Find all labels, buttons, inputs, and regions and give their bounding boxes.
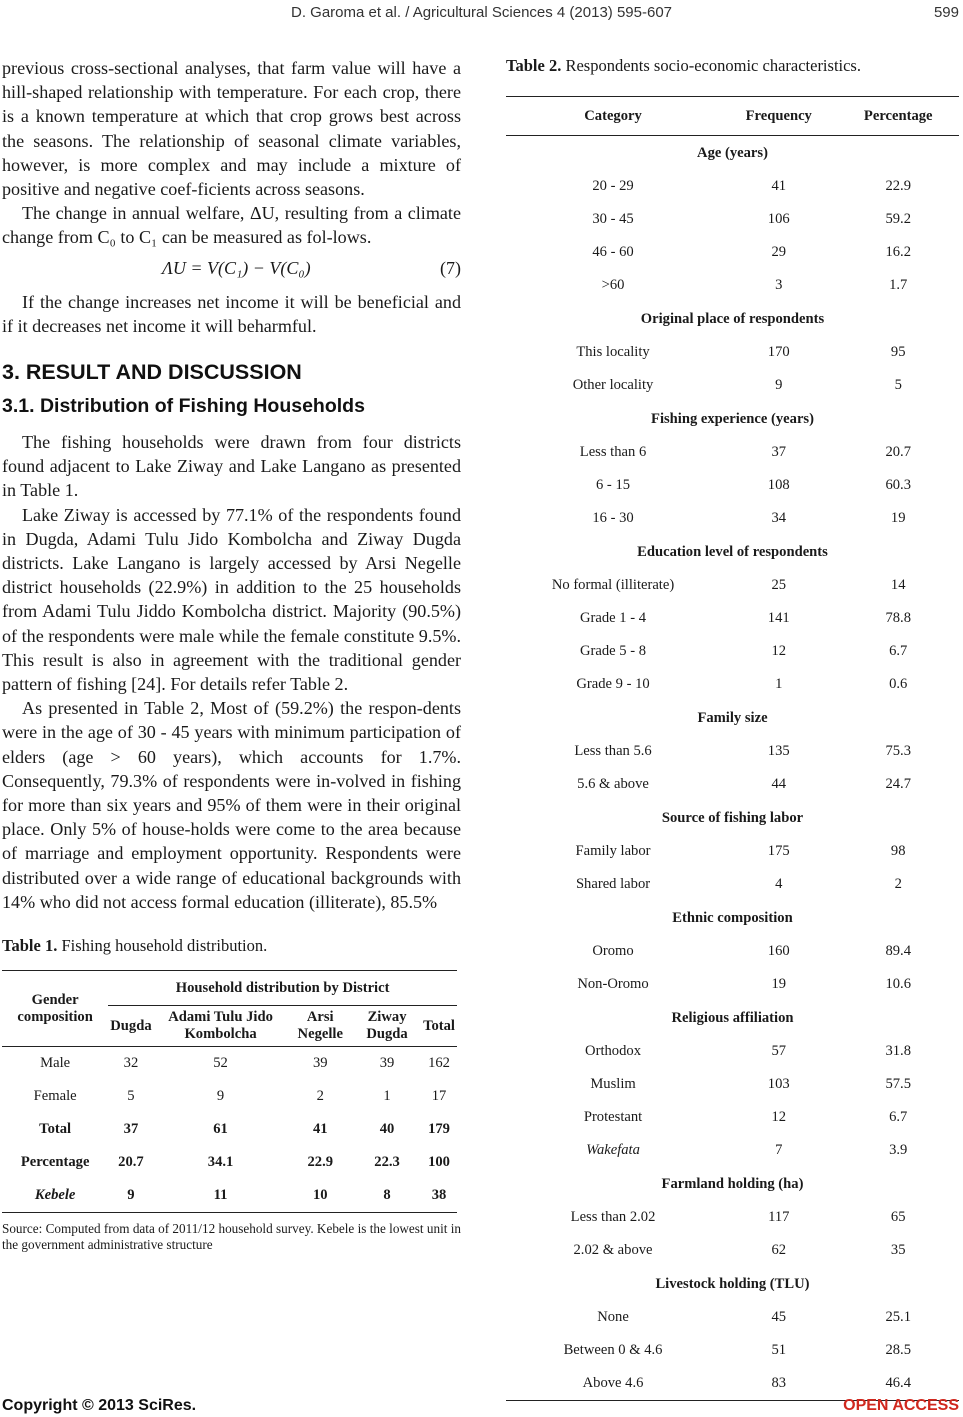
- table2-group-row: [506, 1167, 959, 1201]
- table1-cell: 1: [383, 1088, 391, 1105]
- table1-column-header: Dugda: [110, 1017, 152, 1034]
- table2-group-title: Original place of respondents: [640, 310, 825, 327]
- table2-group-row: [506, 701, 959, 735]
- table-row: [506, 236, 959, 269]
- table-row: [2, 1179, 457, 1213]
- table1-cell: 34.1: [207, 1154, 234, 1171]
- table2-cell: 20 - 29: [592, 178, 634, 194]
- table2-cell: 16.2: [885, 244, 911, 260]
- table2-cell: 30 - 45: [592, 211, 634, 227]
- table2-cell: 3.9: [889, 1142, 908, 1158]
- copyright-notice: Copyright © 2013 SciRes.: [2, 1397, 197, 1414]
- table2-column-header: Frequency: [745, 107, 812, 124]
- table1-row-label: Kebele: [34, 1187, 76, 1204]
- table2-cell: 60.3: [885, 477, 911, 493]
- table2: [506, 96, 959, 1401]
- table2-cell: 46.4: [885, 1375, 911, 1391]
- table2-cell: Protestant: [583, 1109, 643, 1125]
- table2-cell: 44: [771, 776, 787, 792]
- running-head: D. Garoma et al. / Agricultural Sciences 4 (2013) 595-607: [290, 4, 673, 21]
- table2-cell: 75.3: [885, 743, 911, 759]
- table2-caption-label: Table 2.: [506, 56, 562, 75]
- table2-cell: 20.7: [885, 444, 911, 460]
- table2-cell: Less than 2.02: [570, 1209, 656, 1225]
- table2-cell: Grade 5 - 8: [579, 643, 647, 659]
- table-row: [506, 269, 959, 302]
- table2-cell: 6 - 15: [595, 477, 631, 493]
- table1-group-header: Household distribution by District: [108, 971, 457, 1006]
- table1-cell: 32: [123, 1055, 139, 1072]
- paragraph: As presented in Table 2, Most of (59.2%) the respon-dents were in the age of 30 - 45 years with minimum participation of elders (age > 60 years), which accounts for 1.7%. Consequently, 79.3% of respondents were in-volved in fishing for more than six years and 95% of them were in their original place. Only 5% of house-holds were come to the area because of marriage and employment opportunity. Respondents were distributed over a wide range of educational backgrounds with 14% who did not access formal education (illiterate), 85.5%: [2, 698, 461, 912]
- table2-cell: 6.7: [889, 643, 908, 659]
- table-row: [506, 203, 959, 236]
- table-row: [506, 1068, 959, 1101]
- table2-cell: 25: [771, 577, 787, 593]
- table2-cell: 5: [894, 377, 902, 393]
- table2-cell: 19: [890, 510, 906, 526]
- table2-group-row: [506, 136, 959, 171]
- table2-cell: 1: [775, 676, 783, 692]
- table-row: [506, 768, 959, 801]
- table2-cell: 41: [771, 178, 787, 194]
- table2-cell: 9: [775, 377, 783, 393]
- table-row: [506, 868, 959, 901]
- table-row: [506, 635, 959, 668]
- left-column: [2, 56, 461, 1253]
- table1-cell: 22.9: [307, 1154, 334, 1171]
- table1-cell: 17: [431, 1088, 447, 1105]
- table1-cell: 9: [127, 1187, 135, 1204]
- table1-caption-text: Fishing household distribution.: [57, 936, 268, 956]
- table1-cell: 9: [216, 1088, 225, 1105]
- table2-cell: 5.6 & above: [577, 776, 649, 792]
- table2-cell: 45: [771, 1309, 787, 1325]
- table2-cell: 4: [775, 876, 783, 892]
- table2-cell: 16 - 30: [592, 510, 634, 526]
- paragraph: If the change increases net income it will be beneficial and if it decreases net income it will beharmful.: [2, 291, 461, 336]
- table2-caption: [506, 56, 961, 76]
- table1-column-header: Adami Tulu Jido Kombolcha: [168, 1009, 273, 1043]
- table1-cell: 10: [312, 1187, 328, 1204]
- table2-cell: 51: [771, 1342, 787, 1358]
- table2-cell: 1.7: [889, 277, 908, 293]
- table1-column-header: Total: [423, 1017, 455, 1034]
- table-row: [506, 469, 959, 502]
- table1: [2, 970, 457, 1213]
- table1-body: [2, 1047, 457, 1213]
- table2-cell: 22.9: [885, 178, 911, 194]
- table2-cell: 65: [890, 1209, 906, 1225]
- table1-cell: 179: [428, 1121, 450, 1138]
- table1-cell: 100: [428, 1154, 450, 1171]
- table2-cell: >60: [601, 277, 625, 293]
- table1-column-header: Arsi Negelle: [297, 1009, 343, 1043]
- table2-group-row: [506, 1001, 959, 1035]
- page-header: [0, 2, 963, 26]
- paragraph: previous cross-sectional analyses, that farm value will have a hill-shaped relationship with temperature. For each crop, there is a known temperature at which that crop grows best across the seasons. The relationship of seasonal climate variables, however, is more complex and may include a mixture of positive and negative coef-ficients across seasons.: [2, 58, 461, 200]
- table2-cell: 106: [767, 211, 790, 227]
- table2-cell: 10.6: [885, 976, 911, 992]
- table2-group-row: [506, 901, 959, 935]
- table1-row-label: Male: [40, 1055, 71, 1072]
- table-row: [506, 502, 959, 535]
- table2-cell: 29: [771, 244, 787, 260]
- table2-cell: 12: [771, 643, 787, 659]
- table2-cell: 3: [775, 277, 783, 293]
- table2-group-title: Education level of respondents: [637, 543, 828, 560]
- table2-cell: 175: [767, 843, 790, 859]
- table-row: [506, 1134, 959, 1167]
- table2-cell: 83: [771, 1375, 787, 1391]
- table1-cell: 20.7: [118, 1154, 144, 1171]
- table-row: [506, 1201, 959, 1234]
- table-row: [506, 1101, 959, 1134]
- table2-group-row: [506, 302, 959, 336]
- table1-cell: 2: [316, 1088, 324, 1105]
- table2-cell: 0.6: [889, 676, 908, 692]
- table2-column-header: Category: [584, 107, 642, 124]
- table1-cell: 41: [312, 1121, 328, 1138]
- section-heading: 3. RESULT AND DISCUSSION: [2, 360, 302, 385]
- table-row: [506, 968, 959, 1001]
- table2-cell: Above 4.6: [582, 1375, 644, 1391]
- table-row: [506, 569, 959, 602]
- table-row: [506, 835, 959, 868]
- paragraph: The change in annual welfare, ΔU, resulting from a climate change from C₀ to C₁ can be measured as fol-lows.: [2, 203, 461, 248]
- equation: ΛU = V(C₁) − V(C₀): [162, 257, 311, 278]
- table2-caption-text: Respondents socio-economic characteristics.: [561, 56, 861, 75]
- table1-cell: 162: [428, 1055, 450, 1072]
- table2-cell: 57.5: [885, 1076, 911, 1092]
- table2-cell: 59.2: [885, 211, 911, 227]
- subsection-heading: 3.1. Distribution of Fishing Households: [2, 395, 365, 418]
- table2-cell: 7: [775, 1142, 783, 1158]
- table2-cell: 135: [767, 743, 790, 759]
- table2-cell: 14: [890, 577, 906, 593]
- table2-group-title: Fishing experience (years): [651, 410, 814, 427]
- table2-group-row: [506, 1267, 959, 1301]
- table1-cell: 22.3: [374, 1154, 400, 1171]
- table-row: [506, 336, 959, 369]
- table2-group-row: [506, 535, 959, 569]
- table-row: [506, 1301, 959, 1334]
- table2-cell: 34: [771, 510, 787, 526]
- table-row: [506, 1334, 959, 1367]
- table-row: [506, 735, 959, 768]
- table2-cell: 19: [771, 976, 787, 992]
- table2-group-title: Source of fishing labor: [661, 809, 804, 826]
- table1-column-header: Ziway Dugda: [366, 1009, 408, 1043]
- table2-cell: 98: [890, 843, 906, 859]
- table1-cell: 52: [213, 1055, 228, 1072]
- equation-row: [2, 250, 461, 290]
- table2-group-title: Age (years): [697, 144, 768, 161]
- table2-column-headers: [506, 97, 959, 136]
- table2-cell: 62: [771, 1242, 787, 1258]
- table1-cell: 38: [431, 1187, 447, 1204]
- equation-number: (7): [440, 257, 461, 278]
- table2-cell: 108: [767, 477, 790, 493]
- table-row: [506, 1234, 959, 1267]
- open-access-label: OPEN ACCESS: [843, 1397, 959, 1414]
- table2-cell: Muslim: [590, 1076, 636, 1092]
- table-row: [2, 1080, 457, 1113]
- table2-cell: Non-Oromo: [577, 976, 649, 992]
- table2-cell: 170: [767, 344, 790, 360]
- table1-cell: 39: [379, 1055, 395, 1072]
- table2-cell: None: [597, 1309, 629, 1325]
- table2-column-header: Percentage: [863, 107, 933, 124]
- table1-cell: 61: [213, 1121, 228, 1138]
- table2-cell: 141: [767, 610, 790, 626]
- table2-cell: 31.8: [885, 1043, 911, 1059]
- table1-cell: 11: [213, 1187, 228, 1204]
- table2-cell: 6.7: [889, 1109, 908, 1125]
- table2-cell: Less than 6: [579, 444, 647, 460]
- table1-cell: 5: [127, 1088, 135, 1105]
- table2-group-title: Family size: [697, 709, 768, 726]
- table2-cell: No formal (illiterate): [551, 577, 675, 593]
- table2-cell: Orthodox: [585, 1043, 641, 1059]
- table1-cell: 37: [123, 1121, 139, 1138]
- table2-cell: 2: [894, 876, 902, 892]
- table1-cell: 39: [312, 1055, 328, 1072]
- table2-cell: 117: [768, 1209, 790, 1225]
- table2-cell: 24.7: [885, 776, 911, 792]
- table2-cell: 25.1: [885, 1309, 911, 1325]
- table2-cell: 95: [890, 344, 906, 360]
- table2-group-title: Ethnic composition: [672, 909, 793, 926]
- paragraph: Lake Ziway is accessed by 77.1% of the respondents found in Dugda, Adami Tulu Jido Kombolcha and Ziway Dugda districts. Lake Langano is largely accessed by Arsi Negelle district households (22.9%) in addition to the 25 households from Adami Tulu Jiddo Kombolcha district. Majority (90.5%) of the respondents were male while the female constitute 9.5%. This result is also in agreement with the traditional gender pattern of fishing [24]. For details refer Table 2.: [2, 504, 461, 695]
- table-row: [506, 1367, 959, 1401]
- table2-cell: Between 0 & 4.6: [563, 1342, 663, 1358]
- table2-cell: Other locality: [572, 377, 654, 393]
- table2-cell: 78.8: [885, 610, 911, 626]
- table2-cell: 57: [771, 1043, 787, 1059]
- table2-cell: 89.4: [885, 943, 911, 959]
- table2-group-row: [506, 402, 959, 436]
- table1-caption-label: Table 1.: [2, 936, 58, 956]
- table-row: [2, 1113, 457, 1146]
- table2-cell: 28.5: [885, 1342, 911, 1358]
- table1-cell: 8: [383, 1187, 391, 1204]
- table1-row-header: Gender composition: [2, 971, 108, 1047]
- table1-caption: [2, 936, 461, 956]
- table1-row-label: Female: [33, 1088, 77, 1105]
- table-row: [506, 369, 959, 402]
- table1-row-label: Total: [39, 1121, 72, 1138]
- table-row: [506, 935, 959, 968]
- table-row: [506, 436, 959, 469]
- table-row: [2, 1047, 457, 1081]
- table2-group-title: Religious affiliation: [671, 1009, 794, 1026]
- table2-cell: 46 - 60: [592, 244, 634, 260]
- table2-group-row: [506, 801, 959, 835]
- table2-cell: Shared labor: [575, 876, 651, 892]
- table2-cell: Grade 1 - 4: [579, 610, 647, 626]
- table2-cell: Grade 9 - 10: [576, 676, 650, 692]
- table2-cell: 12: [771, 1109, 787, 1125]
- table1-source-note: Source: Computed from data of 2011/12 household survey. Kebele is the lowest unit in the government administrative structure: [2, 1221, 461, 1253]
- table2-cell: 37: [771, 444, 787, 460]
- table2-cell: 160: [767, 943, 790, 959]
- table2-cell: 2.02 & above: [573, 1242, 653, 1258]
- table2-cell: Less than 5.6: [574, 743, 652, 759]
- table2-cell: Wakefata: [586, 1142, 640, 1158]
- table2-cell: Family labor: [575, 843, 651, 859]
- paragraph: The fishing households were drawn from four districts found adjacent to Lake Ziway and Lake Langano as presented in Table 1.: [2, 432, 461, 501]
- table-row: [506, 602, 959, 635]
- table-row: [506, 1035, 959, 1068]
- table2-cell: This locality: [576, 344, 650, 360]
- table2-group-title: Livestock holding (TLU): [655, 1275, 810, 1292]
- table2-cell: Oromo: [592, 943, 634, 959]
- table2-cell: 103: [767, 1076, 790, 1092]
- table2-cell: 35: [890, 1242, 906, 1258]
- page-number: 599: [933, 4, 959, 21]
- table-row: [506, 668, 959, 701]
- right-column: [506, 56, 961, 1401]
- table-row: [506, 170, 959, 203]
- table2-group-title: Farmland holding (ha): [661, 1175, 804, 1192]
- table-row: [2, 1146, 457, 1179]
- table1-cell: 40: [379, 1121, 395, 1138]
- table1-row-label: Percentage: [20, 1154, 90, 1171]
- table2-body: [506, 136, 959, 1401]
